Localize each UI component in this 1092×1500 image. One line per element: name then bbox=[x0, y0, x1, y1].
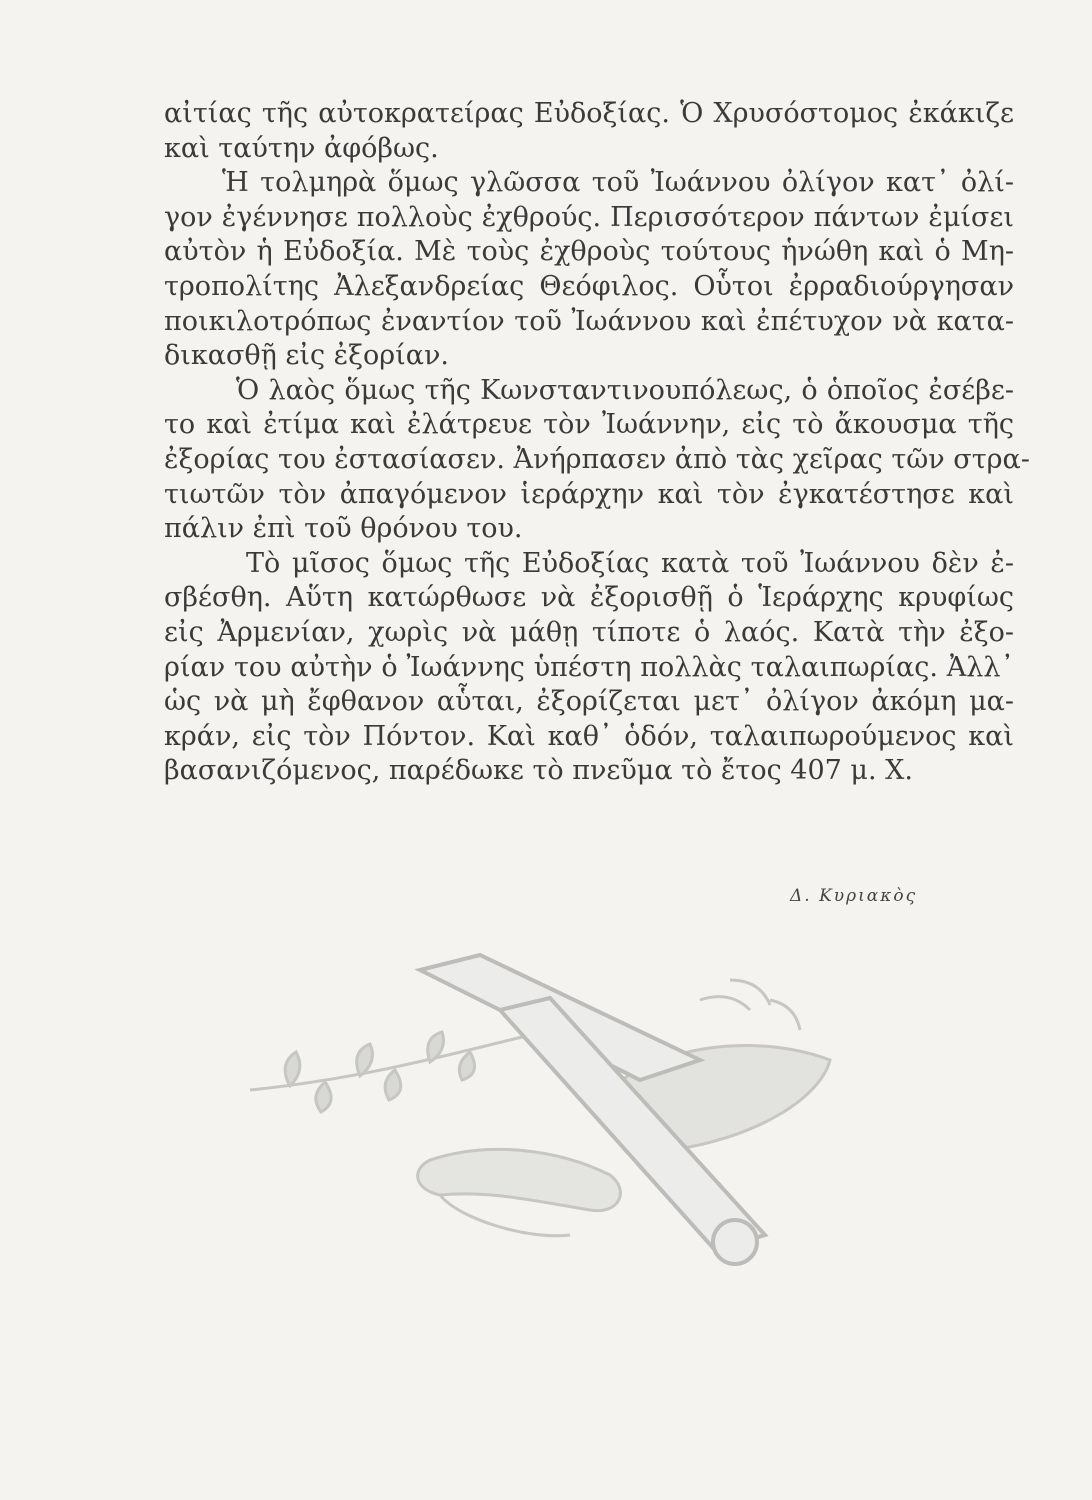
text-line: αἰτίας τῆς αὐτοκρατείρας Εὐδοξίας. Ὁ Χρυσόστομος ἐκάκιζε bbox=[164, 98, 1014, 129]
text-line: ρίαν του αὐτὴν ὁ Ἰωάννης ὑπέστη πολλὰς ταλαιπωρίας. Ἀλλ᾽ bbox=[164, 651, 1014, 683]
body-text bbox=[164, 97, 1030, 789]
text-line: αὐτὸν ἡ Εὐδοξία. Μὲ τοὺς ἐχθροὺς τούτους ἡνώθη καὶ ὁ Μη- bbox=[164, 236, 1014, 268]
text-line: βασανιζόμενος, παρέδωκε τὸ πνεῦμα τὸ ἔτος 407 μ. Χ. bbox=[164, 755, 913, 787]
text-line: Ὁ λαὸς ὅμως τῆς Κωνσταντινουπόλεως, ὁ ὁποῖος ἐσέβε- bbox=[236, 374, 1014, 406]
text-line: σβέσθη. Αὕτη κατώρθωσε νὰ ἐξορισθῇ ὁ Ἱεράρχης κρυφίως bbox=[164, 582, 1014, 614]
cross-with-olive-branch-and-scroll-icon bbox=[230, 940, 870, 1280]
text-line: πάλιν ἐπὶ τοῦ θρόνου του. bbox=[164, 513, 523, 545]
text-line: κράν, εἰς τὸν Πόντον. Καὶ καθ᾽ ὁδόν, ταλαιπωρούμενος καὶ bbox=[164, 720, 1014, 752]
text-line: γον ἐγέννησε πολλοὺς ἐχθρούς. Περισσότερον πάντων ἐμίσει bbox=[164, 201, 1014, 233]
text-line: το καὶ ἐτίμα καὶ ἐλάτρευε τὸν Ἰωάννην, εἰς τὸ ἄκουσμα τῆς bbox=[164, 409, 1014, 441]
text-line: δικασθῇ εἰς ἐξορίαν. bbox=[164, 340, 449, 372]
text-line: εἰς Ἀρμενίαν, χωρὶς νὰ μάθῃ τίποτε ὁ λαός. Κατὰ τὴν ἐξο- bbox=[164, 616, 1014, 648]
text-line: ποικιλοτρόπως ἐναντίον τοῦ Ἰωάννου καὶ ἐπέτυχον νὰ κατα- bbox=[164, 305, 1014, 337]
text-line: Ἡ τολμηρὰ ὅμως γλῶσσα τοῦ Ἰωάννου ὀλίγον κατ᾽ ὀλί- bbox=[222, 167, 1014, 199]
text-line: καὶ ταύτην ἀφόβως. bbox=[164, 132, 439, 164]
text-line: Τὸ μῖσος ὅμως τῆς Εὐδοξίας κατὰ τοῦ Ἰωάννου δὲν ἐ- bbox=[246, 547, 1014, 579]
author-signature: Δ. Κυριακὸς bbox=[790, 886, 918, 906]
text-line: τιωτῶν τὸν ἀπαγόμενον ἱεράρχην καὶ τὸν ἐγκατέστησε καὶ bbox=[164, 478, 1014, 510]
text-line: ἐξορίας του ἐστασίασεν. Ἀνήρπασεν ἀπὸ τὰς χεῖρας τῶν στρα- bbox=[164, 443, 1030, 475]
text-line: ὡς νὰ μὴ ἔφθανον αὗται, ἐξορίζεται μετ᾽ ὀλίγον ἀκόμη μα- bbox=[164, 686, 1014, 718]
text-line: τροπολίτης Ἀλεξανδρείας Θεόφιλος. Οὗτοι ἐρραδιούργησαν bbox=[164, 270, 1014, 302]
